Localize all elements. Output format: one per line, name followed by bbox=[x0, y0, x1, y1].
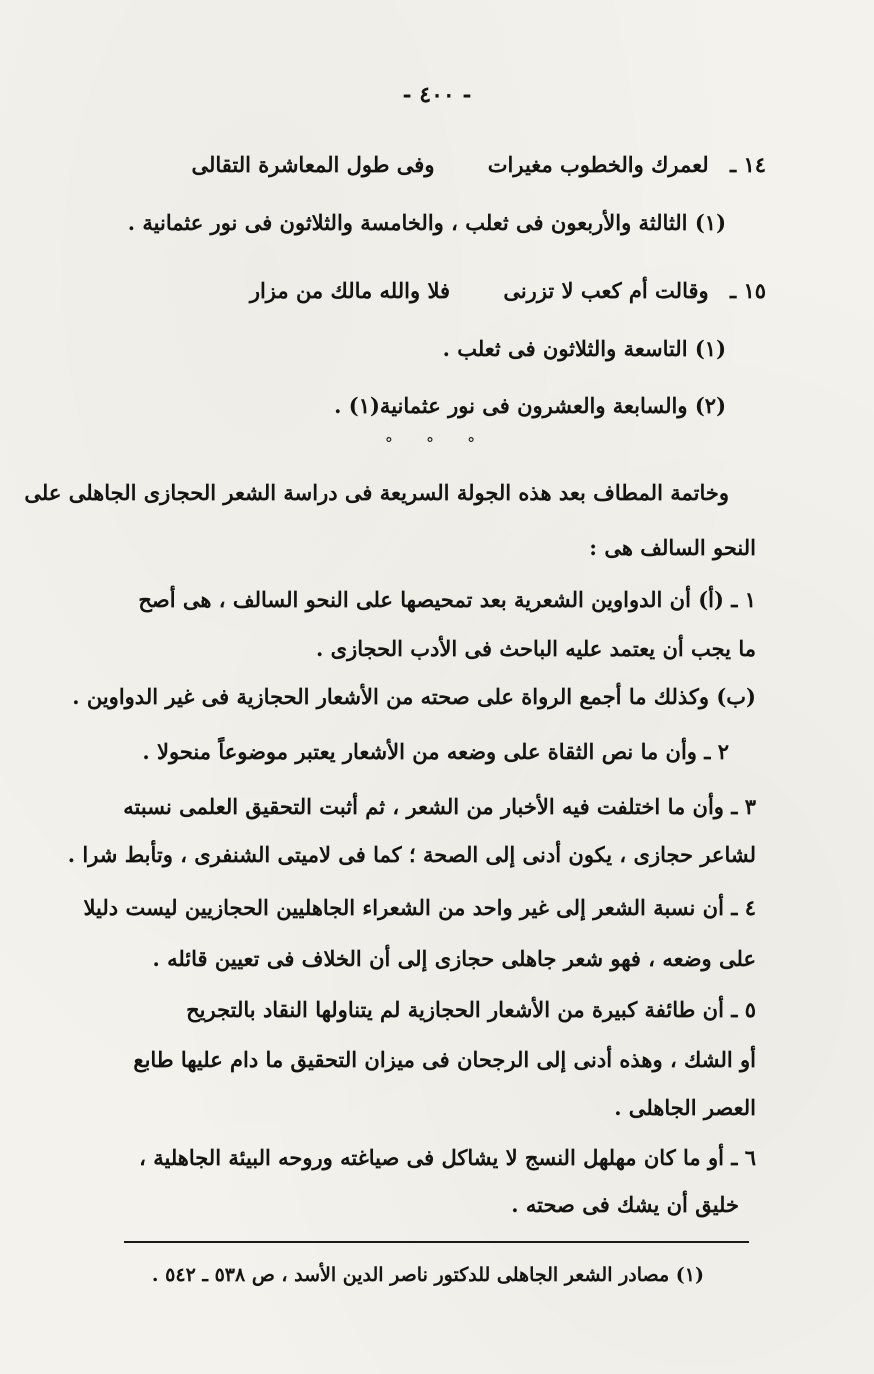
verse-first-hemistich: وقالت أم كعب لا تزرنى bbox=[503, 278, 709, 303]
conclusion-line: وخاتمة المطاف بعد هذه الجولة السريعة فى دراسة الشعر الحجازى الجاهلى على bbox=[24, 480, 729, 505]
conclusion-line: ٥ ـ أن طائفة كبيرة من الأشعار الحجازية لم يتناولها النقاد بالتجريح bbox=[186, 997, 756, 1022]
verse-second-hemistich: وفى طول المعاشرة التقالى bbox=[191, 152, 435, 177]
note-14: (١) الثالثة والأربعون فى ثعلب ، والخامسة والثلاثون فى نور عثمانية . bbox=[127, 210, 726, 235]
conclusion-line: على وضعه ، فهو شعر جاهلى حجازى إلى أن الخلاف فى تعيين قائله . bbox=[152, 946, 756, 971]
footnote-rule bbox=[124, 1241, 749, 1243]
conclusion-line: (ب) وكذلك ما أجمع الرواة على صحته من الأشعار الحجازية فى غير الدواوين . bbox=[72, 684, 756, 709]
conclusion-line: ٢ ـ وأن ما نص الثقاة على وضعه من الأشعار يعتبر موضوعاً منحولا . bbox=[142, 739, 729, 764]
conclusion-line: أو الشك ، وهذه أدنى إلى الرجحان فى ميزان التحقيق ما دام عليها طابع bbox=[133, 1047, 756, 1072]
verse-number: ١٥ ـ bbox=[729, 278, 766, 303]
verse-15 bbox=[0, 276, 766, 306]
conclusion-line: النحو السالف هى : bbox=[589, 535, 756, 560]
conclusion-line: ١ ـ (أ) أن الدواوين الشعرية بعد تمحيصها على النحو السالف ، هى أصح bbox=[138, 587, 756, 612]
verse-first-hemistich: لعمرك والخطوب مغيرات bbox=[487, 152, 709, 177]
footnote: (١) مصادر الشعر الجاهلى للدكتور ناصر الدين الأسد ، ص ٥٣٨ ـ ٥٤٢ . bbox=[151, 1264, 704, 1286]
section-separator: ° ° ° bbox=[384, 434, 490, 453]
note-15b: (٢) والسابعة والعشرون فى نور عثمانية(١) . bbox=[334, 393, 726, 418]
conclusion-line: العصر الجاهلى . bbox=[614, 1095, 756, 1120]
verse-number: ١٤ ـ bbox=[729, 152, 766, 177]
verse-second-hemistich: فلا والله مالك من مزار bbox=[249, 278, 451, 303]
conclusion-line: ما يجب أن يعتمد عليه الباحث فى الأدب الحجازى . bbox=[316, 636, 756, 661]
verse-14 bbox=[0, 150, 766, 180]
conclusion-line: ٤ ـ أن نسبة الشعر إلى غير واحد من الشعراء الجاهليين الحجازيين ليست دليلا bbox=[83, 895, 756, 920]
conclusion-line: لشاعر حجازى ، يكون أدنى إلى الصحة ؛ كما فى لاميتى الشنفرى ، وتأبط شرا . bbox=[67, 842, 756, 867]
conclusion-line: ٦ ـ أو ما كان مهلهل النسج لا يشاكل فى صياغته وروحه البيئة الجاهلية ، bbox=[139, 1145, 756, 1170]
page-number: - ٤٠٠ - bbox=[402, 82, 472, 108]
note-15a: (١) التاسعة والثلاثون فى ثعلب . bbox=[442, 336, 726, 361]
conclusion-line: ٣ ـ وأن ما اختلفت فيه الأخبار من الشعر ، ثم أثبت التحقيق العلمى نسبته bbox=[123, 794, 756, 819]
conclusion-line: خليق أن يشك فى صحته . bbox=[511, 1192, 739, 1217]
